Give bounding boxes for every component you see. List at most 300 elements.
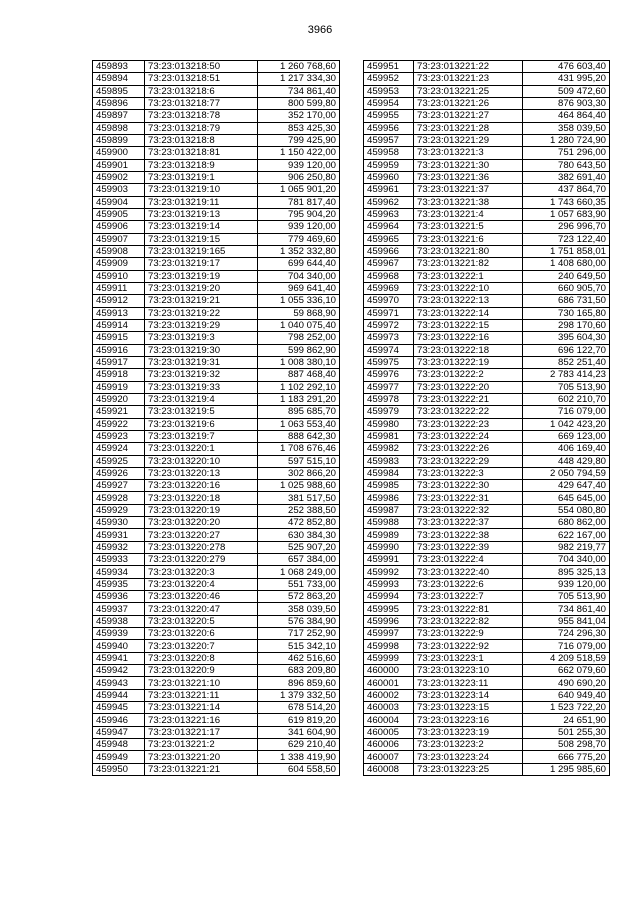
record-number-cell: 459919: [93, 381, 145, 393]
record-number-cell: 459969: [364, 282, 414, 294]
cadastral-value-cell: 666 775,20: [523, 751, 610, 763]
record-number-cell: 459911: [93, 282, 145, 294]
cadastral-number-cell: 73:23:013221:14: [145, 702, 258, 714]
cadastral-value-cell: 448 429,80: [523, 455, 610, 467]
cadastral-value-cell: 1 338 419,90: [258, 751, 340, 763]
record-number-cell: 459907: [93, 233, 145, 245]
record-number-cell: 459940: [93, 640, 145, 652]
cadastral-number-cell: 73:23:013219:13: [145, 208, 258, 220]
cadastral-number-cell: 73:23:013223:16: [414, 714, 523, 726]
cadastral-number-cell: 73:23:013218:51: [145, 73, 258, 85]
cadastral-number-cell: 73:23:013222:29: [414, 455, 523, 467]
cadastral-number-cell: 73:23:013220:46: [145, 591, 258, 603]
table-row: [93, 332, 340, 344]
cadastral-value-cell: 969 641,40: [258, 282, 340, 294]
table-row: [93, 418, 340, 430]
cadastral-value-cell: 939 120,00: [258, 221, 340, 233]
table-row: [93, 702, 340, 714]
cadastral-number-cell: 73:23:013222:24: [414, 430, 523, 442]
cadastral-value-cell: 1 102 292,10: [258, 381, 340, 393]
cadastral-number-cell: 73:23:013222:82: [414, 615, 523, 627]
record-number-cell: 459939: [93, 628, 145, 640]
cadastral-value-cell: 406 169,40: [523, 443, 610, 455]
cadastral-value-cell: 724 296,30: [523, 628, 610, 640]
record-number-cell: 459901: [93, 159, 145, 171]
cadastral-number-cell: 73:23:013221:5: [414, 221, 523, 233]
cadastral-value-cell: 734 861,40: [258, 85, 340, 97]
table-row: [93, 714, 340, 726]
table-row: [364, 233, 610, 245]
table-row: [93, 763, 340, 775]
cadastral-number-cell: 73:23:013219:1: [145, 171, 258, 183]
table-row: [364, 615, 610, 627]
record-number-cell: 459917: [93, 356, 145, 368]
table-row: [364, 689, 610, 701]
cadastral-number-cell: 73:23:013219:14: [145, 221, 258, 233]
cadastral-number-cell: 73:23:013220:9: [145, 665, 258, 677]
table-row: [364, 319, 610, 331]
record-number-cell: 459995: [364, 603, 414, 615]
table-row: [364, 184, 610, 196]
cadastral-number-cell: 73:23:013222:15: [414, 319, 523, 331]
record-number-cell: 459962: [364, 196, 414, 208]
record-number-cell: 459945: [93, 702, 145, 714]
record-number-cell: 459905: [93, 208, 145, 220]
cadastral-number-cell: 73:23:013223:19: [414, 726, 523, 738]
cadastral-value-cell: 602 210,70: [523, 393, 610, 405]
table-row: [93, 61, 340, 73]
cadastral-number-cell: 73:23:013221:6: [414, 233, 523, 245]
record-number-cell: 459972: [364, 319, 414, 331]
cadastral-value-cell: 781 817,40: [258, 196, 340, 208]
record-number-cell: 459921: [93, 406, 145, 418]
record-number-cell: 459979: [364, 406, 414, 418]
cadastral-value-cell: 887 468,40: [258, 369, 340, 381]
table-row: [93, 406, 340, 418]
record-number-cell: 459980: [364, 418, 414, 430]
cadastral-value-cell: 669 123,00: [523, 430, 610, 442]
cadastral-value-cell: 895 685,70: [258, 406, 340, 418]
cadastral-value-cell: 686 731,50: [523, 295, 610, 307]
record-number-cell: 460008: [364, 763, 414, 775]
record-number-cell: 459930: [93, 517, 145, 529]
cadastral-value-cell: 252 388,50: [258, 504, 340, 516]
table-row: [364, 159, 610, 171]
cadastral-number-cell: 73:23:013221:29: [414, 134, 523, 146]
cadastral-value-cell: 515 342,10: [258, 640, 340, 652]
cadastral-value-cell: 896 859,60: [258, 677, 340, 689]
cadastral-value-cell: 798 252,00: [258, 332, 340, 344]
cadastral-value-cell: 1 751 858,01: [523, 245, 610, 257]
record-number-cell: 460001: [364, 677, 414, 689]
cadastral-number-cell: 73:23:013222:38: [414, 529, 523, 541]
table-row: [364, 307, 610, 319]
record-number-cell: 459920: [93, 393, 145, 405]
cadastral-value-cell: 1 523 722,20: [523, 702, 610, 714]
table-row: [364, 381, 610, 393]
cadastral-value-cell: 1 379 332,50: [258, 689, 340, 701]
table-row: [364, 418, 610, 430]
cadastral-number-cell: 73:23:013219:29: [145, 319, 258, 331]
table-row: [364, 714, 610, 726]
record-number-cell: 459935: [93, 578, 145, 590]
cadastral-value-cell: 358 039,50: [523, 122, 610, 134]
table-row: [364, 578, 610, 590]
table-row: [93, 541, 340, 553]
cadastral-value-cell: 462 516,60: [258, 652, 340, 664]
table-row: [364, 147, 610, 159]
record-number-cell: 459933: [93, 554, 145, 566]
record-number-cell: 459925: [93, 455, 145, 467]
record-number-cell: 459955: [364, 110, 414, 122]
table-row: [93, 554, 340, 566]
record-number-cell: 459963: [364, 208, 414, 220]
record-number-cell: 459971: [364, 307, 414, 319]
cadastral-number-cell: 73:23:013221:82: [414, 258, 523, 270]
record-number-cell: 459957: [364, 134, 414, 146]
cadastral-value-cell: 657 384,00: [258, 554, 340, 566]
cadastral-number-cell: 73:23:013219:5: [145, 406, 258, 418]
cadastral-number-cell: 73:23:013222:9: [414, 628, 523, 640]
record-number-cell: 459952: [364, 73, 414, 85]
record-number-cell: 459981: [364, 430, 414, 442]
record-number-cell: 459997: [364, 628, 414, 640]
record-number-cell: 460002: [364, 689, 414, 701]
cadastral-value-cell: 1 260 768,60: [258, 61, 340, 73]
table-row: [93, 726, 340, 738]
table-row: [364, 726, 610, 738]
table-row: [364, 591, 610, 603]
cadastral-value-cell: 464 864,40: [523, 110, 610, 122]
cadastral-number-cell: 73:23:013223:11: [414, 677, 523, 689]
cadastral-number-cell: 73:23:013219:22: [145, 307, 258, 319]
cadastral-number-cell: 73:23:013219:4: [145, 393, 258, 405]
record-number-cell: 459893: [93, 61, 145, 73]
record-number-cell: 459959: [364, 159, 414, 171]
record-number-cell: 459910: [93, 270, 145, 282]
cadastral-number-cell: 73:23:013218:6: [145, 85, 258, 97]
table-row: [364, 702, 610, 714]
cadastral-number-cell: 73:23:013221:16: [145, 714, 258, 726]
record-number-cell: 459960: [364, 171, 414, 183]
table-row: [364, 529, 610, 541]
cadastral-value-cell: 358 039,50: [258, 603, 340, 615]
record-number-cell: 459947: [93, 726, 145, 738]
table-row: [93, 393, 340, 405]
cadastral-number-cell: 73:23:013222:31: [414, 492, 523, 504]
table-row: [93, 147, 340, 159]
table-row: [364, 122, 610, 134]
table-row: [93, 603, 340, 615]
cadastral-number-cell: 73:23:013218:78: [145, 110, 258, 122]
table-row: [93, 504, 340, 516]
table-row: [364, 61, 610, 73]
cadastral-value-cell: 696 122,70: [523, 344, 610, 356]
cadastral-value-cell: 779 469,60: [258, 233, 340, 245]
page-number: 3966: [307, 24, 333, 36]
cadastral-value-cell: 1 008 380,10: [258, 356, 340, 368]
cadastral-number-cell: 73:23:013223:10: [414, 665, 523, 677]
cadastral-number-cell: 73:23:013221:4: [414, 208, 523, 220]
cadastral-number-cell: 73:23:013221:20: [145, 751, 258, 763]
record-number-cell: 459926: [93, 467, 145, 479]
table-row: [93, 233, 340, 245]
table-row: [93, 467, 340, 479]
table-row: [93, 443, 340, 455]
cadastral-value-cell: 906 250,80: [258, 171, 340, 183]
table-row: [364, 443, 610, 455]
table-row: [93, 356, 340, 368]
record-number-cell: 459982: [364, 443, 414, 455]
cadastral-value-cell: 509 472,60: [523, 85, 610, 97]
cadastral-value-cell: 704 340,00: [258, 270, 340, 282]
cadastral-value-cell: 597 515,10: [258, 455, 340, 467]
record-number-cell: 459928: [93, 492, 145, 504]
table-row: [364, 369, 610, 381]
cadastral-number-cell: 73:23:013218:81: [145, 147, 258, 159]
record-number-cell: 459970: [364, 295, 414, 307]
cadastral-number-cell: 73:23:013222:14: [414, 307, 523, 319]
record-number-cell: 459942: [93, 665, 145, 677]
table-row: [93, 430, 340, 442]
record-number-cell: 459965: [364, 233, 414, 245]
cadastral-number-cell: 73:23:013222:18: [414, 344, 523, 356]
cadastral-value-cell: 2 783 414,23: [523, 369, 610, 381]
cadastral-value-cell: 1 183 291,20: [258, 393, 340, 405]
cadastral-value-cell: 723 122,40: [523, 233, 610, 245]
record-number-cell: 459987: [364, 504, 414, 516]
cadastral-number-cell: 73:23:013218:8: [145, 134, 258, 146]
record-number-cell: 459968: [364, 270, 414, 282]
cadastral-value-cell: 1 040 075,40: [258, 319, 340, 331]
cadastral-value-cell: 1 055 336,10: [258, 295, 340, 307]
cadastral-number-cell: 73:23:013219:10: [145, 184, 258, 196]
record-number-cell: 459941: [93, 652, 145, 664]
table-row: [364, 480, 610, 492]
record-number-cell: 459914: [93, 319, 145, 331]
record-number-cell: 460007: [364, 751, 414, 763]
record-number-cell: 459975: [364, 356, 414, 368]
table-row: [93, 122, 340, 134]
cadastral-value-cell: 302 866,20: [258, 467, 340, 479]
cadastral-number-cell: 73:23:013222:81: [414, 603, 523, 615]
cadastral-value-cell: 1 063 553,40: [258, 418, 340, 430]
cadastral-value-cell: 716 079,00: [523, 406, 610, 418]
cadastral-value-cell: 1 025 988,60: [258, 480, 340, 492]
record-number-cell: 459999: [364, 652, 414, 664]
table-row: [93, 110, 340, 122]
table-row: [364, 603, 610, 615]
cadastral-number-cell: 73:23:013219:165: [145, 245, 258, 257]
record-number-cell: 459993: [364, 578, 414, 590]
cadastral-value-cell: 298 170,60: [523, 319, 610, 331]
cadastral-number-cell: 73:23:013220:3: [145, 566, 258, 578]
cadastral-value-cell: 382 691,40: [523, 171, 610, 183]
cadastral-number-cell: 73:23:013220:279: [145, 554, 258, 566]
cadastral-number-cell: 73:23:013219:11: [145, 196, 258, 208]
table-row: [93, 344, 340, 356]
table-row: [364, 110, 610, 122]
table-row: [93, 221, 340, 233]
record-number-cell: 459985: [364, 480, 414, 492]
cadastral-number-cell: 73:23:013219:32: [145, 369, 258, 381]
cadastral-value-cell: 800 599,80: [258, 97, 340, 109]
cadastral-number-cell: 73:23:013220:18: [145, 492, 258, 504]
table-row: [93, 640, 340, 652]
table-body-right: [364, 61, 610, 776]
table-row: [364, 455, 610, 467]
record-number-cell: 459964: [364, 221, 414, 233]
table-row: [364, 171, 610, 183]
record-number-cell: 459897: [93, 110, 145, 122]
cadastral-number-cell: 73:23:013220:16: [145, 480, 258, 492]
cadastral-value-cell: 1 295 985,60: [523, 763, 610, 775]
cadastral-value-cell: 704 340,00: [523, 554, 610, 566]
cadastral-number-cell: 73:23:013219:31: [145, 356, 258, 368]
cadastral-value-cell: 1 280 724,90: [523, 134, 610, 146]
record-number-cell: 459922: [93, 418, 145, 430]
cadastral-value-cell: 780 643,50: [523, 159, 610, 171]
table-row: [364, 504, 610, 516]
record-number-cell: 459948: [93, 739, 145, 751]
cadastral-table-left: [92, 60, 340, 776]
cadastral-number-cell: 73:23:013223:1: [414, 652, 523, 664]
cadastral-number-cell: 73:23:013219:19: [145, 270, 258, 282]
record-number-cell: 459936: [93, 591, 145, 603]
table-row: [93, 591, 340, 603]
cadastral-number-cell: 73:23:013222:2: [414, 369, 523, 381]
cadastral-number-cell: 73:23:013222:10: [414, 282, 523, 294]
table-row: [364, 282, 610, 294]
table-row: [364, 430, 610, 442]
record-number-cell: 459923: [93, 430, 145, 442]
record-number-cell: 459918: [93, 369, 145, 381]
record-number-cell: 460006: [364, 739, 414, 751]
table-row: [93, 369, 340, 381]
cadastral-number-cell: 73:23:013222:7: [414, 591, 523, 603]
cadastral-value-cell: 1 743 660,35: [523, 196, 610, 208]
record-number-cell: 459949: [93, 751, 145, 763]
cadastral-value-cell: 476 603,40: [523, 61, 610, 73]
cadastral-value-cell: 622 167,00: [523, 529, 610, 541]
cadastral-number-cell: 73:23:013218:79: [145, 122, 258, 134]
table-row: [93, 566, 340, 578]
record-number-cell: 459916: [93, 344, 145, 356]
table-row: [93, 480, 340, 492]
cadastral-number-cell: 73:23:013220:47: [145, 603, 258, 615]
table-row: [93, 652, 340, 664]
table-row: [93, 245, 340, 257]
record-number-cell: 459951: [364, 61, 414, 73]
cadastral-number-cell: 73:23:013222:3: [414, 467, 523, 479]
table-row: [364, 677, 610, 689]
cadastral-value-cell: 59 868,90: [258, 307, 340, 319]
table-row: [93, 319, 340, 331]
cadastral-number-cell: 73:23:013220:19: [145, 504, 258, 516]
cadastral-value-cell: 490 690,20: [523, 677, 610, 689]
table-row: [93, 677, 340, 689]
record-number-cell: 460003: [364, 702, 414, 714]
cadastral-value-cell: 352 170,00: [258, 110, 340, 122]
table-row: [364, 73, 610, 85]
cadastral-value-cell: 705 513,90: [523, 381, 610, 393]
cadastral-number-cell: 73:23:013222:13: [414, 295, 523, 307]
table-row: [364, 344, 610, 356]
table-row: [364, 134, 610, 146]
cadastral-value-cell: 876 903,30: [523, 97, 610, 109]
cadastral-number-cell: 73:23:013221:28: [414, 122, 523, 134]
table-row: [93, 184, 340, 196]
record-number-cell: 459988: [364, 517, 414, 529]
record-number-cell: 459956: [364, 122, 414, 134]
record-number-cell: 459954: [364, 97, 414, 109]
table-row: [364, 270, 610, 282]
record-number-cell: 459902: [93, 171, 145, 183]
cadastral-number-cell: 73:23:013222:39: [414, 541, 523, 553]
cadastral-value-cell: 240 649,50: [523, 270, 610, 282]
cadastral-number-cell: 73:23:013223:25: [414, 763, 523, 775]
table-row: [364, 640, 610, 652]
cadastral-value-cell: 381 517,50: [258, 492, 340, 504]
table-row: [364, 492, 610, 504]
cadastral-value-cell: 296 996,70: [523, 221, 610, 233]
record-number-cell: 460004: [364, 714, 414, 726]
table-row: [93, 529, 340, 541]
cadastral-value-cell: 1 042 423,20: [523, 418, 610, 430]
table-row: [364, 467, 610, 479]
record-number-cell: 459976: [364, 369, 414, 381]
cadastral-value-cell: 525 907,20: [258, 541, 340, 553]
table-row: [364, 221, 610, 233]
cadastral-number-cell: 73:23:013221:3: [414, 147, 523, 159]
cadastral-value-cell: 619 819,20: [258, 714, 340, 726]
table-row: [364, 393, 610, 405]
cadastral-value-cell: 2 050 794,59: [523, 467, 610, 479]
record-number-cell: 459974: [364, 344, 414, 356]
cadastral-value-cell: 895 325,13: [523, 566, 610, 578]
cadastral-value-cell: 795 904,20: [258, 208, 340, 220]
record-number-cell: 459894: [93, 73, 145, 85]
cadastral-number-cell: 73:23:013220:6: [145, 628, 258, 640]
table-row: [364, 652, 610, 664]
cadastral-number-cell: 73:23:013220:20: [145, 517, 258, 529]
cadastral-value-cell: 705 513,90: [523, 591, 610, 603]
record-number-cell: 459899: [93, 134, 145, 146]
cadastral-number-cell: 73:23:013222:4: [414, 554, 523, 566]
cadastral-value-cell: 630 384,30: [258, 529, 340, 541]
table-row: [364, 541, 610, 553]
cadastral-value-cell: 341 604,90: [258, 726, 340, 738]
record-number-cell: 459953: [364, 85, 414, 97]
table-row: [93, 492, 340, 504]
cadastral-number-cell: 73:23:013219:30: [145, 344, 258, 356]
cadastral-number-cell: 73:23:013221:11: [145, 689, 258, 701]
table-row: [364, 85, 610, 97]
table-row: [93, 295, 340, 307]
cadastral-number-cell: 73:23:013221:10: [145, 677, 258, 689]
table-row: [93, 97, 340, 109]
record-number-cell: 459906: [93, 221, 145, 233]
cadastral-number-cell: 73:23:013221:38: [414, 196, 523, 208]
record-number-cell: 459990: [364, 541, 414, 553]
cadastral-number-cell: 73:23:013223:15: [414, 702, 523, 714]
record-number-cell: 459966: [364, 245, 414, 257]
record-number-cell: 459991: [364, 554, 414, 566]
record-number-cell: 459977: [364, 381, 414, 393]
record-number-cell: 459994: [364, 591, 414, 603]
cadastral-number-cell: 73:23:013220:13: [145, 467, 258, 479]
record-number-cell: 459958: [364, 147, 414, 159]
